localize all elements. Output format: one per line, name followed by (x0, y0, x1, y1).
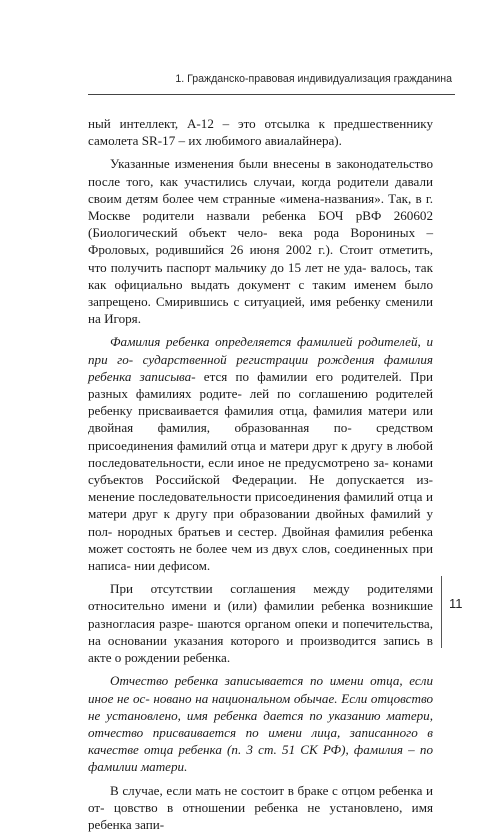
text-line: средством присоединения фамилий отца и матери друг к другу (88, 420, 433, 453)
text-line: ный интеллект, А-12 – это отсылка к предшественнику самолета (88, 116, 433, 149)
text-line-italic: сударственной регистрации рождения фамилия ребенка записыва- (88, 351, 433, 384)
paragraph-unmarried-mother (88, 782, 433, 833)
text-line: которого и производится запись в акте о рождении ребенка. (88, 632, 433, 666)
page-number-rule (441, 576, 442, 648)
header-rule (88, 94, 455, 95)
running-header: 1. Гражданско-правовая индивидуализация гражданина (175, 73, 452, 85)
page-body (88, 115, 433, 833)
text-line: нородных братьев и сестер. Двойная фамилия ребенка может (88, 523, 433, 556)
text-line-italic: по имени лица, записанного в качестве отца ребенка (п. 3 ст. 51 СК (88, 724, 433, 758)
text-line: шаются органом опеки и попечительства, на основании указания (88, 615, 433, 648)
text-line: нии дефисом. (134, 558, 211, 574)
text-line: имени и (или) фамилии ребенка возникшие разногласия разре- (88, 598, 433, 631)
text-line-italic: новано на национальном обычае. Если отцовство не установлено, (88, 690, 433, 723)
text-line: менение последовательности присоединения фамилий отца и (88, 489, 433, 505)
text-line: состоять не более чем из двух слов, соединенных при написа- (88, 540, 433, 574)
text-line: SR-17 – их любимого авиалайнера). (141, 133, 342, 149)
paragraph-disagreement (88, 580, 433, 666)
text-line-italic: РФ), фамилия – по фамилии матери. (88, 742, 433, 775)
text-line-italic: Отчество ребенка записывается по имени отца, если иное не ос- (88, 673, 433, 706)
text-line: отца, фамилия матери или двойная фамилия, образованная по- (88, 403, 433, 436)
text-line: на Игоря. (88, 311, 141, 327)
text-line-italic: имя ребенка дается по указанию матери, отчество присваивается (88, 707, 433, 740)
text-line: ется по фамилии его родителей. При разных фамилиях родите- (88, 368, 434, 402)
paragraph-name-changes (88, 155, 433, 327)
text-line: более чем странные «имена-названия». Так, в г. Москве родители (88, 190, 434, 224)
text-line: в любой последовательности, если иное не предусмотрено за- (88, 437, 433, 470)
text-line: цовство в отношении ребенка не установлено, имя ребенка запи- (88, 799, 434, 832)
paragraph-continuation (88, 115, 433, 149)
text-line: конами субъектов Российской Федерации. Не допускается из- (88, 454, 433, 488)
text-line: При отсутствии соглашения между родителями относительно (88, 581, 433, 614)
paragraph-surname-rules (88, 333, 433, 574)
paragraph-patronymic (88, 672, 433, 775)
text-line: В случае, если мать не состоит в браке с отцом ребенка и от- (88, 782, 433, 815)
text-line: лей по соглашению родителей ребенку присваивается фамилия (88, 386, 433, 419)
text-line: валось, так как официально выдать документ с таким именем (88, 259, 433, 292)
text-line: Указанные изменения были внесены в законодательство после (88, 156, 433, 189)
text-line: назвали ребенка БОЧ рВФ 260602 (Биологический объект чело- (88, 208, 433, 241)
text-line: было запрещено. Смирившись с ситуацией, имя ребенку сменили (88, 276, 433, 310)
text-line-italic: Фамилия ребенка определяется фамилией родителей, и при го- (88, 334, 433, 367)
text-line: века рода Ворониных – Фроловых, родившийся 26 июня 2002 г.). (88, 225, 433, 258)
text-line: матери друг к другу при образовании двойных фамилий у пол- (88, 506, 433, 539)
page-number: 11 (449, 596, 463, 611)
text-line: того, как участились случаи, когда родители давали своим детям (88, 173, 433, 206)
text-line: Стоит отметить, что получить паспорт мальчику до 15 лет не уда- (88, 242, 433, 275)
